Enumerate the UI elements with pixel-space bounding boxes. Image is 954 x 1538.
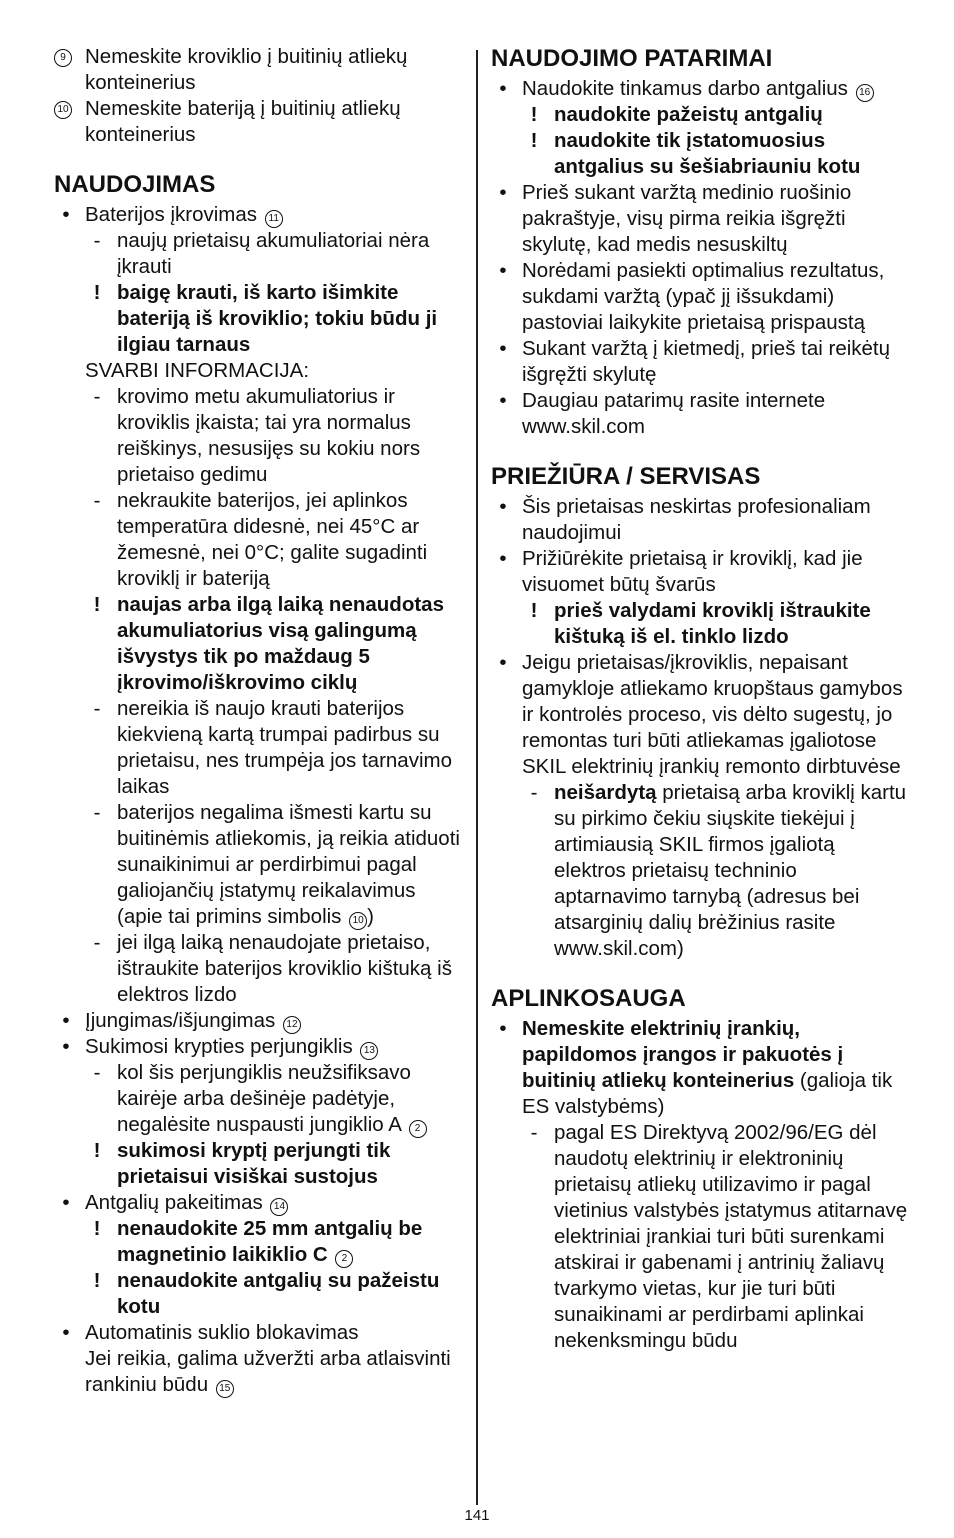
bullet-icon: • bbox=[499, 495, 507, 518]
bullet-icon: • bbox=[499, 547, 507, 570]
subitem-text: krovimo metu akumuliatorius ir kroviklis įkaista; tai yra normalus reiškinys, nesusijęs su kokiu nors prietaiso gedimu bbox=[117, 385, 421, 486]
item-text: Baterijos įkrovimas bbox=[85, 203, 258, 226]
list-subitem bbox=[491, 1120, 911, 1354]
subitem-bold-text: neišardytą bbox=[554, 781, 657, 804]
item-text: Sukant varžtą į kietmedį, prieš tai reikėtų išgręžti skylutę bbox=[522, 337, 891, 386]
ref-number: 16 bbox=[856, 84, 874, 102]
subitem-text: kol šis perjungiklis neužsifiksavo kairėje arba dešinėje padėtyje, negalėsite nuspausti jungiklio A bbox=[117, 1061, 411, 1136]
dash-marker: - bbox=[93, 697, 101, 720]
ref-number: 12 bbox=[283, 1016, 301, 1034]
warning-icon: ! bbox=[530, 103, 538, 126]
ref-number: 15 bbox=[216, 1380, 234, 1398]
warning-item bbox=[491, 128, 911, 180]
page-number: 141 bbox=[464, 1507, 490, 1524]
bullet-icon: • bbox=[62, 1321, 70, 1344]
list-item bbox=[54, 1320, 464, 1346]
closing-paren: ) bbox=[367, 905, 374, 928]
warning-text: nenaudokite antgalių su pažeistu kotu bbox=[117, 1269, 440, 1318]
bullet-icon: • bbox=[499, 181, 507, 204]
list-item bbox=[491, 336, 911, 388]
item-text: Jeigu prietaisas/įkroviklis, nepaisant gamykloje atliekamo kruopštaus gamybos ir kontrolės proceso, vis dėlto sugestų, jo remontas turi būti atliekamas įgaliotose SKIL elektrinių įrankių remonto dirbtuvėse bbox=[522, 651, 903, 778]
warning-item bbox=[54, 280, 464, 358]
subitem-text: prietaisą arba kroviklį kartu su pirkimo čekiu siųskite tiekėjui į artimiausią SKIL firmos įgaliotą elektros prietaisų techninio aptarnavimo tarnybą (adresus bei atsarginių dalių brėžinius rasite www.skil.com) bbox=[554, 781, 907, 960]
warning-item bbox=[54, 1138, 464, 1190]
subitem-text: nekraukite baterijos, jei aplinkos temperatūra didesnė, nei 45°C ar žemesnė, nei 0°C; galite sugadinti kroviklį ir bateriją bbox=[117, 489, 428, 590]
bullet-icon: • bbox=[499, 389, 507, 412]
item-text: Naudokite tinkamus darbo antgalius bbox=[522, 77, 848, 100]
bullet-icon: • bbox=[62, 203, 70, 226]
warning-icon: ! bbox=[93, 1269, 101, 1292]
dash-marker: - bbox=[530, 1121, 538, 1144]
disposal-note-charger bbox=[54, 44, 464, 96]
item-text: Norėdami pasiekti optimalius rezultatus, sukdami varžtą (ypač jį išsukdami) pastoviai laikykite prietaisą prispaustą bbox=[522, 259, 885, 334]
dash-marker: - bbox=[93, 1061, 101, 1084]
warning-icon: ! bbox=[93, 281, 101, 304]
ref-number: 13 bbox=[360, 1042, 378, 1060]
bullet-icon: • bbox=[62, 1035, 70, 1058]
list-item bbox=[491, 1016, 911, 1120]
dash-marker: - bbox=[93, 801, 101, 824]
bullet-icon: • bbox=[499, 1017, 507, 1040]
item-text: Sukimosi krypties perjungiklis bbox=[85, 1035, 353, 1058]
item-text: Daugiau patarimų rasite internete www.skil.com bbox=[522, 389, 826, 438]
section-heading-aplinkosauga: APLINKOSAUGA bbox=[491, 985, 686, 1012]
warning-text: nenaudokite 25 mm antgalių be magnetinio laikiklio C bbox=[117, 1217, 423, 1266]
list-item bbox=[491, 180, 911, 258]
disposal-note-charger-text: Nemeskite kroviklio į buitinių atliekų konteinerius bbox=[85, 45, 408, 94]
section-heading-naudojimas: NAUDOJIMAS bbox=[54, 171, 216, 198]
important-info-label: SVARBI INFORMACIJA: bbox=[85, 359, 310, 382]
dash-marker: - bbox=[93, 385, 101, 408]
warning-item bbox=[54, 592, 464, 696]
item-text: (galioja tik ES valstybėms) bbox=[522, 1069, 893, 1118]
list-item bbox=[54, 202, 464, 228]
disposal-note-battery-text: Nemeskite bateriją į buitinių atliekų konteinerius bbox=[85, 97, 401, 146]
bullet-icon: • bbox=[499, 651, 507, 674]
column-divider bbox=[476, 50, 478, 1505]
ref-number-10: 10 bbox=[54, 101, 72, 119]
list-item-continuation bbox=[54, 1346, 464, 1398]
list-subitem bbox=[54, 228, 464, 280]
warning-text: baigę krauti, iš karto išimkite bateriją iš kroviklio; tokiu būdu ji ilgiau tarnaus bbox=[117, 281, 438, 356]
item-bold-text: Nemeskite elektrinių įrankių, papildomos įrangos ir pakuotės į buitinių atliekų konteinerius bbox=[522, 1017, 844, 1092]
list-subitem bbox=[54, 696, 464, 800]
ref-number: 10 bbox=[349, 912, 367, 930]
ref-number: 11 bbox=[265, 210, 283, 228]
subitem-text: baterijos negalima išmesti kartu su buitinėmis atliekomis, ją reikia atiduoti sunaikinimui ar perdirbimui pagal galiojančių įstatymų reikalavimus (apie tai primins simbolis bbox=[117, 801, 460, 928]
item-text: Prižiūrėkite prietaisą ir kroviklį, kad jie visuomet būtų švarūs bbox=[522, 547, 863, 596]
warning-icon: ! bbox=[93, 1139, 101, 1162]
bullet-icon: • bbox=[62, 1191, 70, 1214]
list-subitem bbox=[54, 1060, 464, 1138]
warning-text: prieš valydami kroviklį ištraukite kištuką iš el. tinklo lizdo bbox=[554, 599, 871, 648]
warning-text: naudokite pažeistų antgalių bbox=[554, 103, 823, 126]
warning-item bbox=[54, 1216, 464, 1268]
dash-marker: - bbox=[93, 489, 101, 512]
warning-text: naudokite tik įstatomuosius antgalius su šešiabriauniu kotu bbox=[554, 129, 861, 178]
list-item bbox=[54, 1190, 464, 1216]
list-item bbox=[491, 494, 911, 546]
item-text: Šis prietaisas neskirtas profesionaliam naudojimui bbox=[522, 495, 871, 544]
list-item bbox=[491, 546, 911, 598]
ref-number: 2 bbox=[409, 1120, 427, 1138]
item-text: Automatinis suklio blokavimas bbox=[85, 1321, 359, 1344]
list-subitem bbox=[54, 384, 464, 488]
item-text: Įjungimas/išjungimas bbox=[85, 1009, 276, 1032]
section-heading-prieziura-servisas: PRIEŽIŪRA / SERVISAS bbox=[491, 463, 761, 490]
section-heading-naudojimo-patarimai: NAUDOJIMO PATARIMAI bbox=[491, 45, 773, 72]
subitem-text: jei ilgą laiką nenaudojate prietaiso, ištraukite baterijos kroviklio kištuką iš elektros lizdo bbox=[117, 931, 452, 1006]
warning-item bbox=[54, 1268, 464, 1320]
continuation-text: Jei reikia, galima užveržti arba atlaisvinti rankiniu būdu bbox=[85, 1347, 451, 1396]
subitem-text: nereikia iš naujo krauti baterijos kiekvieną kartą trumpai padirbus su prietaisu, nes trumpėja jos tarnavimo laikas bbox=[117, 697, 452, 798]
disposal-note-battery bbox=[54, 96, 464, 148]
bullet-icon: • bbox=[499, 77, 507, 100]
warning-item bbox=[491, 598, 911, 650]
item-text: Prieš sukant varžtą medinio ruošinio pakraštyje, visų pirma reikia išgręžti skylutę, kad medis nesuskiltų bbox=[522, 181, 852, 256]
warning-icon: ! bbox=[93, 593, 101, 616]
list-subitem bbox=[491, 780, 911, 962]
subitem-text: naujų prietaisų akumuliatoriai nėra įkrauti bbox=[117, 229, 430, 278]
ref-number: 14 bbox=[270, 1198, 288, 1216]
ref-number-9: 9 bbox=[54, 49, 72, 67]
warning-icon: ! bbox=[530, 129, 538, 152]
warning-icon: ! bbox=[530, 599, 538, 622]
left-column bbox=[54, 44, 464, 1398]
subitem-text: pagal ES Direktyvą 2002/96/EG dėl naudotų elektrinių ir elektroninių prietaisų atliekų utilizavimo ir pagal vietinius valstybės įstatymus atitarnavę elektriniai įrankiai turi būti surenkami atskirai ir gabenami į antrinių žaliavų tvarkymo vietas, kur jie turi būti sunaikinami ar perdirbami aplinkai nekenksmingu būdu bbox=[554, 1121, 908, 1352]
list-item bbox=[54, 1034, 464, 1060]
list-item bbox=[54, 1008, 464, 1034]
warning-icon: ! bbox=[93, 1217, 101, 1240]
bullet-icon: • bbox=[499, 337, 507, 360]
dash-marker: - bbox=[93, 229, 101, 252]
bullet-icon: • bbox=[499, 259, 507, 282]
list-subitem bbox=[54, 930, 464, 1008]
right-column bbox=[491, 44, 911, 1354]
list-item bbox=[491, 388, 911, 440]
bullet-icon: • bbox=[62, 1009, 70, 1032]
item-text: Antgalių pakeitimas bbox=[85, 1191, 263, 1214]
dash-marker: - bbox=[93, 931, 101, 954]
list-subitem bbox=[54, 800, 464, 930]
list-subitem bbox=[54, 488, 464, 592]
ref-number: 2 bbox=[335, 1250, 353, 1268]
warning-text: sukimosi kryptį perjungti tik prietaisui visiškai sustojus bbox=[117, 1139, 391, 1188]
list-item bbox=[491, 650, 911, 780]
list-item bbox=[491, 76, 911, 102]
dash-marker: - bbox=[530, 781, 538, 804]
list-item bbox=[491, 258, 911, 336]
warning-item bbox=[491, 102, 911, 128]
warning-text: naujas arba ilgą laiką nenaudotas akumuliatorius visą galingumą išvystys tik po maždaug 5 įkrovimo/iškrovimo ciklų bbox=[117, 593, 444, 694]
